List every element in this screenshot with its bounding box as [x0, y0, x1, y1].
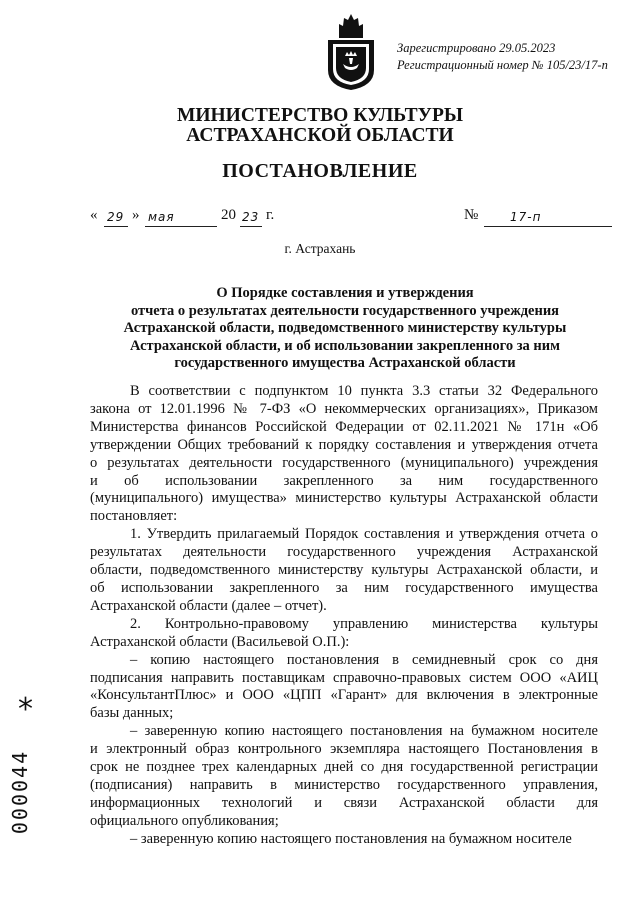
coat-of-arms-emblem: [325, 12, 377, 92]
margin-stamp: [8, 692, 52, 835]
body-line: и об использовании закрепленного за ним государственного: [90, 472, 598, 489]
body-line: 1. Утвердить прилагаемый Порядок составления и утверждения отчета о: [130, 526, 598, 543]
date-month: мая: [148, 210, 175, 224]
date-year-prefix: 20: [221, 207, 236, 223]
title-line: государственного имущества Астраханской области: [174, 355, 516, 371]
body-line: результатах деятельности государственного учреждения Астраханской: [90, 544, 598, 561]
body-line: о результатах деятельности государственного (муниципального) учреждения: [90, 454, 598, 471]
date-close-quote: »: [132, 207, 140, 223]
stamp-number: 000044: [8, 749, 33, 835]
body-line: – заверенную копию настоящего постановления на бумажном носителе: [130, 723, 598, 740]
document-title: [90, 285, 600, 373]
body-line: Министерства финансов Российской Федерации от 02.11.2021 № 171н «Об: [90, 418, 598, 435]
year-underline: [240, 226, 262, 227]
body-line: срок не позднее трех календарных дней со дня государственной регистрации: [90, 759, 598, 776]
number-sign: №: [464, 207, 479, 223]
date-number-line: [90, 207, 614, 231]
body-line: постановляет:: [90, 508, 178, 525]
body-line: об использовании закрепленного за ним государственного имущества: [90, 579, 598, 596]
body-line: области, подведомственного министерству культуры Астраханской области, и: [90, 562, 598, 579]
body-line: Астраханской области (далее – отчет).: [90, 597, 327, 614]
city-label: г. Астрахань: [284, 241, 356, 256]
date-year-suffix: 23: [242, 210, 260, 224]
ministry-name: [0, 106, 640, 146]
body-line: – заверенную копию настоящего постановления на бумажном носителе: [130, 830, 572, 847]
ministry-line: АСТРАХАНСКОЙ ОБЛАСТИ: [186, 125, 454, 146]
document-body: [90, 383, 598, 849]
body-line: 2. Контрольно-правовому управлению министерства культуры: [130, 615, 598, 632]
body-line: В соответствии с подпунктом 10 пункта 3.3 статьи 32 Федерального: [130, 383, 598, 399]
body-line: официального опубликования;: [90, 812, 279, 829]
body-line: Астраханской области (Васильевой О.П.):: [90, 633, 350, 650]
body-line: (подписания) направить в министерство государственного управления,: [90, 776, 598, 793]
body-line: подписания направить поставщикам справочно-правовых систем ООО «АИЦ: [90, 669, 598, 686]
body-line: и электронный образ контрольного экземпляра настоящего Постановления в: [90, 741, 598, 758]
date-day: 29: [107, 210, 125, 224]
body-line: базы данных;: [90, 705, 174, 722]
title-line: О Порядке составления и утверждения: [216, 285, 474, 301]
title-line: Астраханской области, подведомственного министерству культуры: [123, 320, 567, 336]
title-line: отчета о результатах деятельности государственного учреждения: [130, 302, 560, 319]
date-open-quote: «: [90, 207, 98, 223]
body-line: информационных технологий и связи Астраханской области для: [90, 794, 598, 811]
asterisk-mark: *: [18, 692, 33, 727]
document-number: 17-п: [510, 210, 542, 224]
title-line: Астраханской области, и об использовании закрепленного за ним: [129, 337, 561, 354]
date-year-word: г.: [266, 207, 275, 223]
number-underline: [484, 226, 612, 227]
registration-date: Зарегистрировано 29.05.2023: [397, 41, 556, 55]
registration-block: [397, 40, 608, 74]
body-line: (муниципального) имущества» министерство культуры Астраханской области: [90, 490, 598, 507]
ministry-line: МИНИСТЕРСТВО КУЛЬТУРЫ: [176, 105, 464, 126]
month-underline: [145, 226, 217, 227]
body-line: «КонсультантПлюс» и ООО «ЦПП «Гарант» для включения в электронные: [90, 687, 598, 704]
document-type-heading: ПОСТАНОВЛЕНИЕ: [222, 160, 418, 182]
body-line: – копию настоящего постановления в семидневный срок со дня: [130, 651, 598, 668]
body-line: утверждении Общих требований к порядку составления и утверждения отчета: [90, 436, 598, 453]
day-underline: [104, 226, 128, 227]
body-line: закона от 12.01.1996 № 7-ФЗ «О некоммерческих организациях», Приказом: [90, 400, 598, 417]
registration-number: Регистрационный номер № 105/23/17-п: [397, 58, 608, 72]
